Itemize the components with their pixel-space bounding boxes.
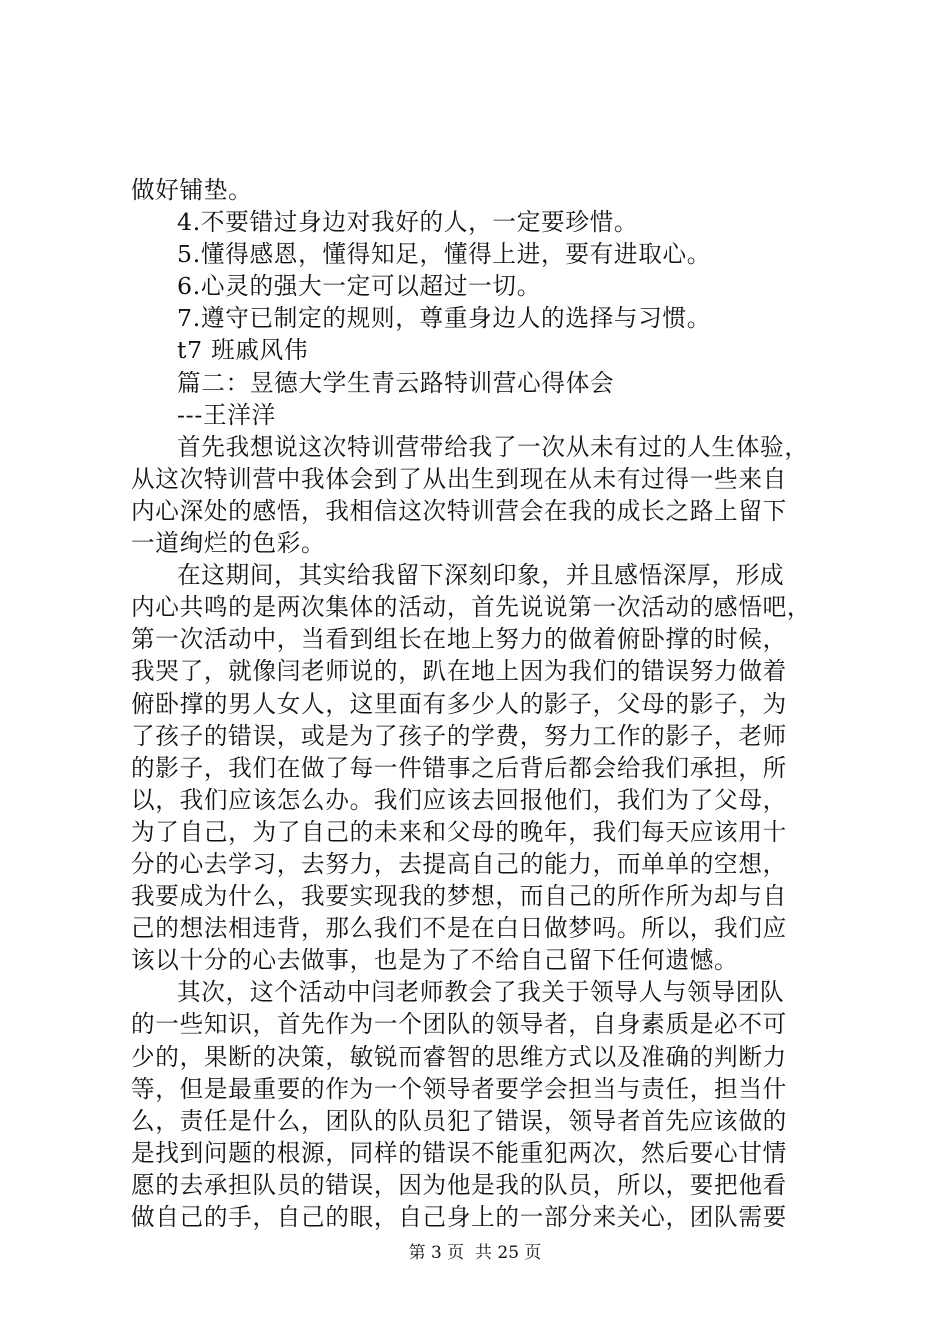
text-line: 该以十分的心去做事，也是为了不给自己留下任何遗憾。	[131, 946, 739, 975]
text-line: 做好铺垫。	[131, 176, 253, 204]
text-line: 愿的去承担队员的错误，因为他是我的队员，所以，要把他看	[131, 1170, 787, 1199]
text-line: 是找到问题的根源，同样的错误不能重犯两次，然后要心甘情	[131, 1138, 787, 1167]
text-line: 的影子，我们在做了每一件错事之后背后都会给我们承担，所	[131, 753, 787, 782]
text-line: 己的想法相违背，那么我们不是在白日做梦吗。所以，我们应	[131, 914, 787, 943]
page-number-label: 第 3 页 共 25 页	[408, 1243, 542, 1263]
text-line: 少的，果断的决策，敏锐而睿智的思维方式以及准确的判断力	[131, 1042, 787, 1071]
text-line: ---王洋洋	[177, 400, 276, 429]
text-line: 的一些知识，首先作为一个团队的领导者，自身素质是必不可	[131, 1010, 787, 1039]
text-line: 在这期间，其实给我留下深刻印象，并且感悟深厚，形成	[177, 561, 785, 590]
text-line: 4.不要错过身边对我好的人，一定要珍惜。	[177, 208, 639, 237]
text-line: 首先我想说这次特训营带给我了一次从未有过的人生体验，	[177, 432, 809, 461]
text-line: 其次，这个活动中闫老师教会了我关于领导人与领导团队	[177, 978, 785, 1007]
text-line: 等，但是最重要的作为一个领导者要学会担当与责任，担当什	[131, 1074, 787, 1103]
text-line: 做自己的手，自己的眼，自己身上的一部分来关心，团队需要	[131, 1203, 787, 1231]
text-line: 6.心灵的强大一定可以超过一切。	[177, 272, 542, 301]
text-line: 从这次特训营中我体会到了从出生到现在从未有过得一些来自	[131, 464, 787, 493]
page-footer	[0, 1243, 950, 1263]
text-line: 内心共鸣的是两次集体的活动，首先说说第一次活动的感悟吧，	[131, 593, 812, 622]
text-line: 篇二：昱德大学生青云路特训营心得体会	[177, 368, 615, 397]
body-text	[131, 174, 831, 1233]
text-line: 5.懂得感恩，懂得知足，懂得上进，要有进取心。	[177, 240, 712, 269]
text-line: 分的心去学习，去努力，去提高自己的能力，而单单的空想，	[131, 849, 787, 878]
text-line: 一道绚烂的色彩。	[131, 529, 326, 558]
text-line: 以，我们应该怎么办。我们应该去回报他们，我们为了父母，	[131, 785, 787, 814]
text-line: 我要成为什么，我要实现我的梦想，而自己的所作所为却与自	[131, 882, 787, 911]
text-line: 么，责任是什么，团队的队员犯了错误，领导者首先应该做的	[131, 1106, 787, 1135]
text-line: 7.遵守已制定的规则，尊重身边人的选择与习惯。	[177, 304, 712, 333]
text-line: 内心深处的感悟，我相信这次特训营会在我的成长之路上留下	[131, 496, 787, 525]
text-line: 第一次活动中，当看到组长在地上努力的做着俯卧撑的时候，	[131, 625, 787, 654]
text-line: 我哭了，就像闫老师说的，趴在地上因为我们的错误努力做着	[131, 657, 787, 686]
text-line: 俯卧撑的男人女人，这里面有多少人的影子，父母的影子，为	[131, 689, 787, 718]
text-line: t7 班戚风伟	[177, 336, 309, 365]
text-line: 为了自己，为了自己的未来和父母的晚年，我们每天应该用十	[131, 817, 787, 846]
text-line: 了孩子的错误，或是为了孩子的学费，努力工作的影子，老师	[131, 721, 787, 750]
